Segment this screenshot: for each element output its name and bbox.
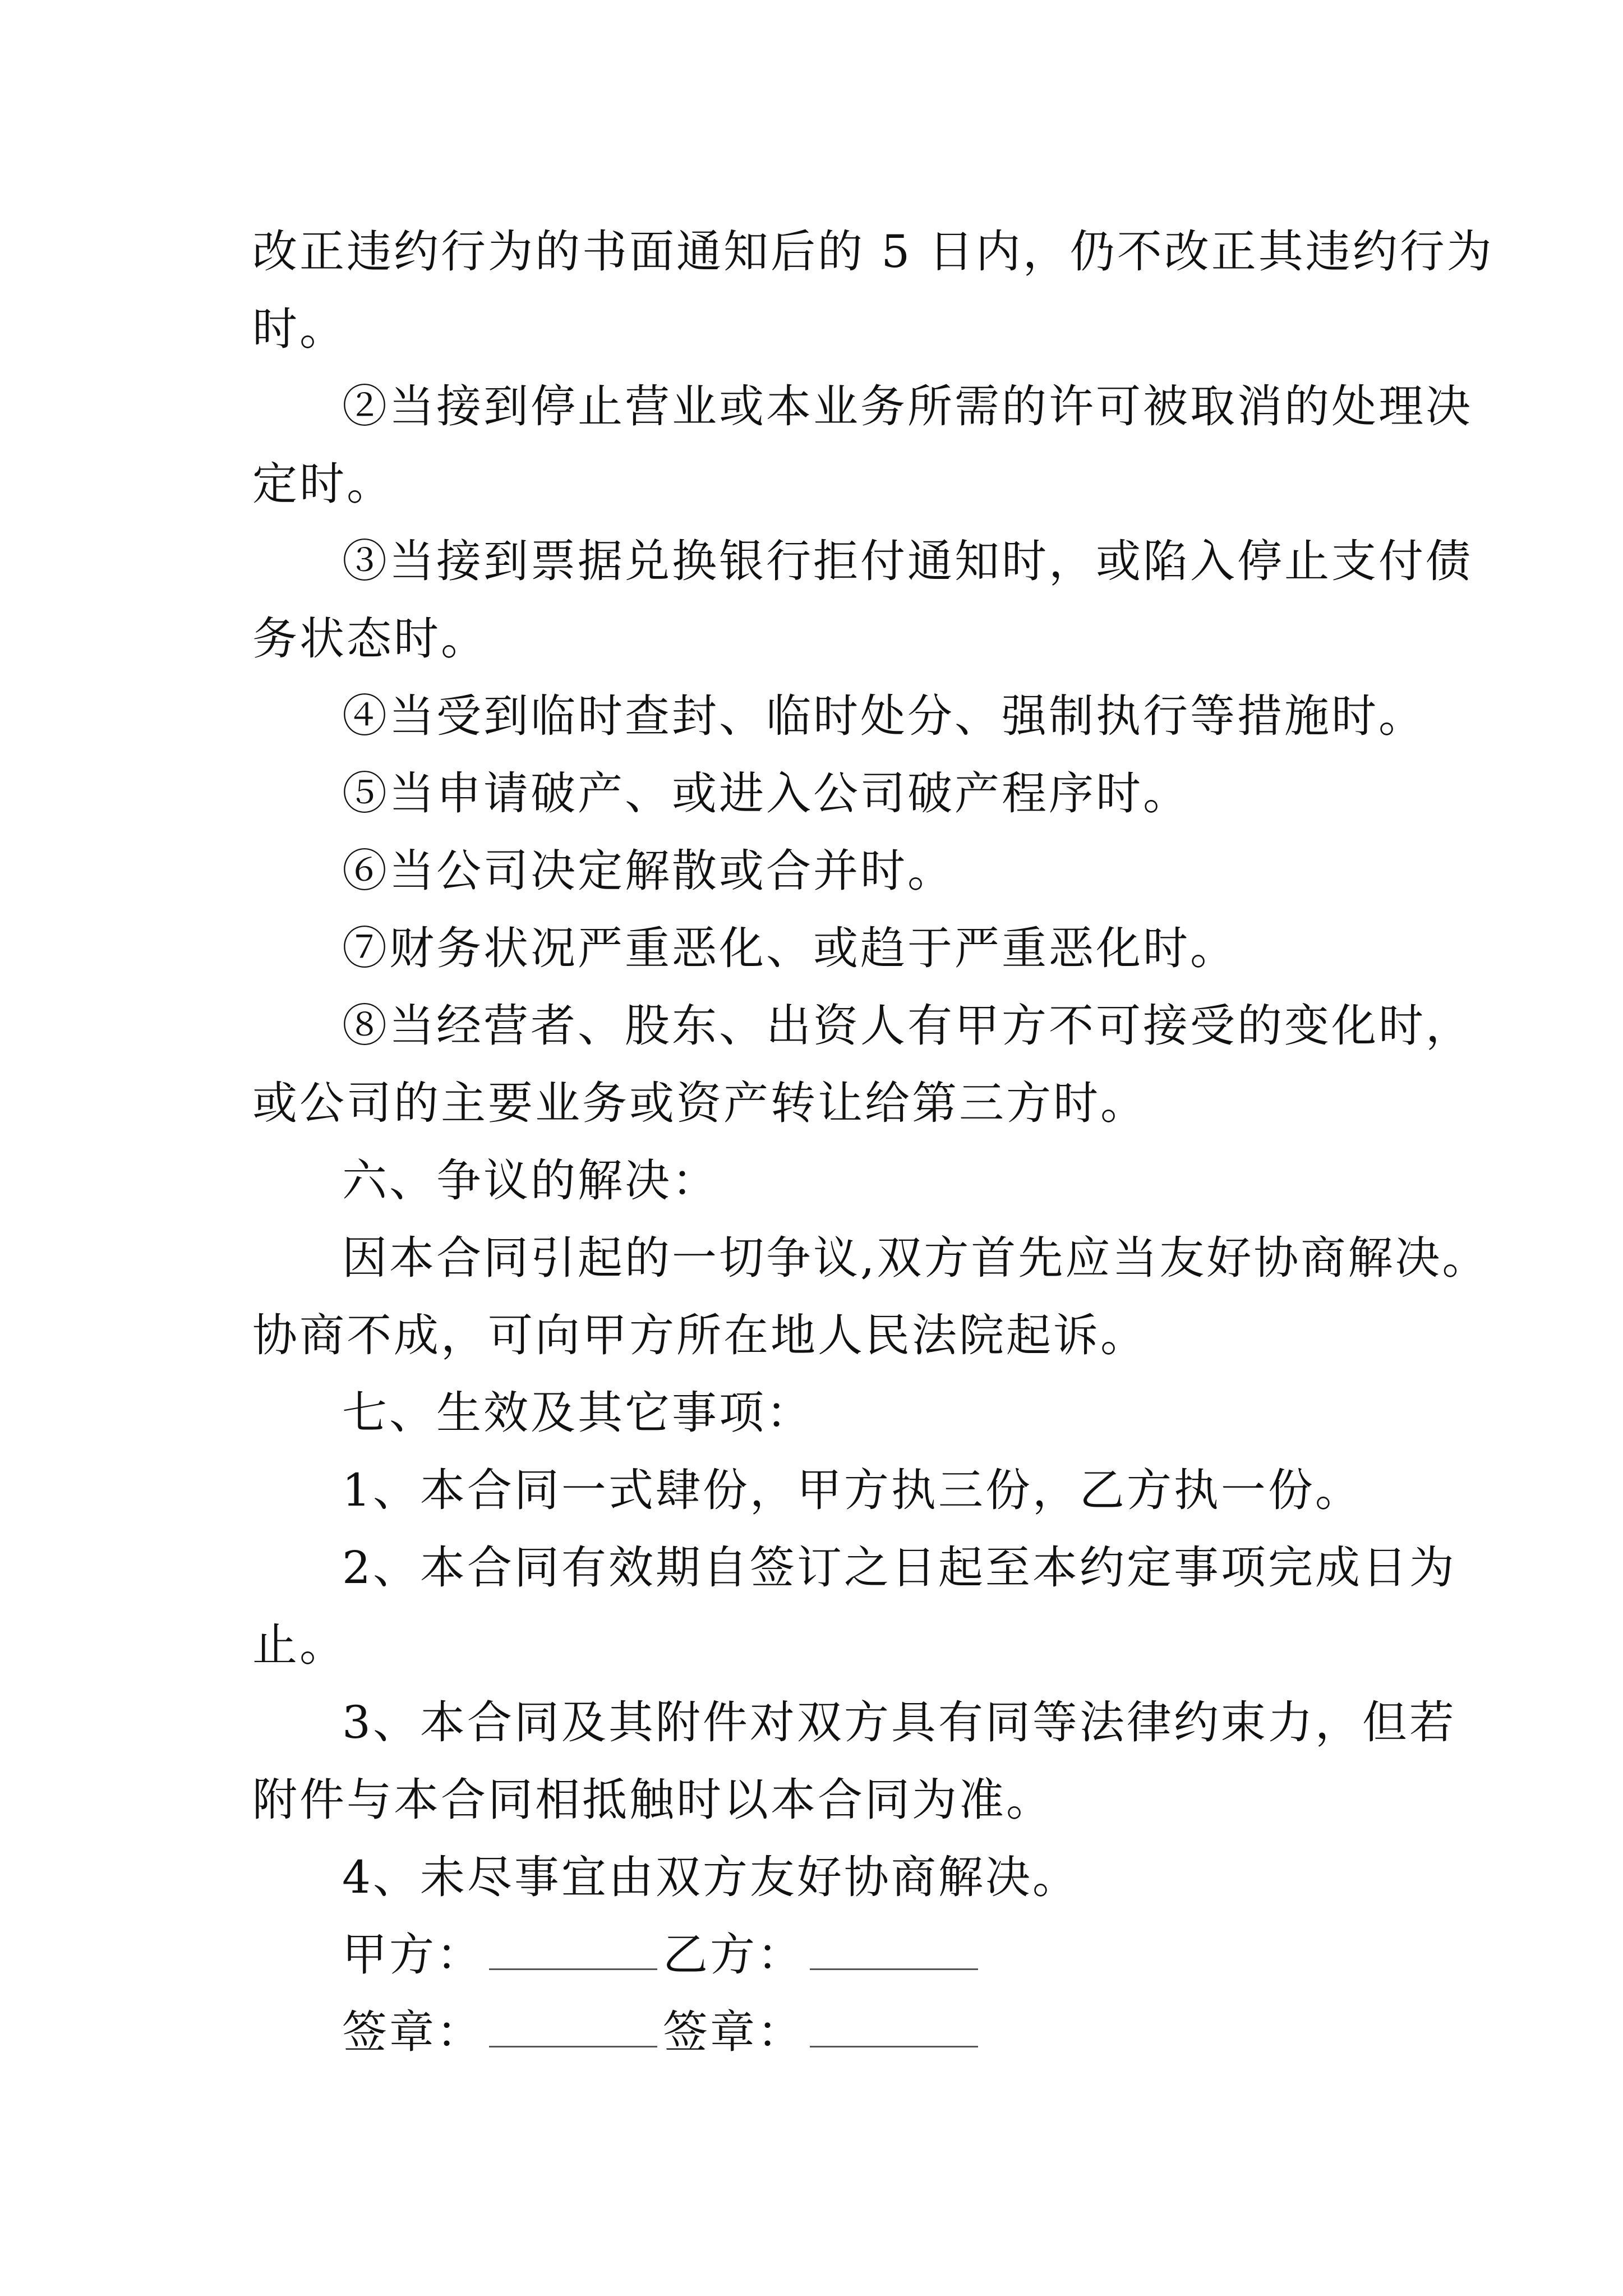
party-a-label: 甲方： [342,1929,483,1981]
text-line: 改正违约行为的书面通知后的 5 日内，仍不改正其违约行为 [252,226,1494,278]
text-line: 1、本合同一式肆份，甲方执三份，乙方执一份。 [342,1464,1362,1516]
text-line: 附件与本合同相抵触时以本合同为准。 [252,1774,1053,1826]
section-heading: 七、生效及其它事项： [342,1387,813,1439]
party-b-blank[interactable] [810,1966,978,1970]
text-line: 4、未尽事宜由双方友好协商解决。 [342,1851,1080,1903]
text-line: 3、本合同及其附件对双方具有同等法律约束力，但若 [342,1696,1456,1749]
text-line: 因本合同引起的一切争议,双方首先应当友好协商解决。 [342,1232,1490,1284]
text-line: ③当接到票据兑换银行拒付通知时，或陷入停止支付债 [342,535,1473,587]
text-line: ④当受到临时查封、临时处分、强制执行等措施时。 [342,690,1426,742]
text-line: 或公司的主要业务或资产转让给第三方时。 [252,1077,1147,1129]
signature-row-seal [252,1994,1385,2071]
text-line: ⑧当经营者、股东、出资人有甲方不可接受的变化时， [342,1000,1473,1052]
text-line: 止。 [252,1619,347,1671]
signature-row-party [252,1916,1385,1994]
party-b-label: 乙方： [663,1929,804,1981]
party-a-seal-label: 签章： [342,2006,483,2058]
section-heading: 六、争议的解决： [342,1154,719,1207]
text-line: ⑥当公司决定解散或合并时。 [342,845,955,897]
text-line: ⑤当申请破产、或进入公司破产程序时。 [342,767,1190,820]
text-line: 2、本合同有效期自签订之日起至本约定事项完成日为 [342,1542,1456,1594]
text-line: ⑦财务状况严重恶化、或趋于严重恶化时。 [342,922,1237,974]
party-a-seal-blank[interactable] [489,2044,657,2047]
party-b-seal-blank[interactable] [810,2044,978,2047]
text-line: 务状态时。 [252,613,488,665]
text-line: 时。 [252,303,347,355]
party-b-seal-label: 签章： [663,2006,804,2058]
text-line: 定时。 [252,458,394,510]
text-line: ②当接到停止营业或本业务所需的许可被取消的处理决 [342,380,1473,432]
party-a-blank[interactable] [489,1966,657,1970]
text-line: 协商不成，可向甲方所在地人民法院起诉。 [252,1309,1147,1361]
document-page [252,213,1494,2071]
